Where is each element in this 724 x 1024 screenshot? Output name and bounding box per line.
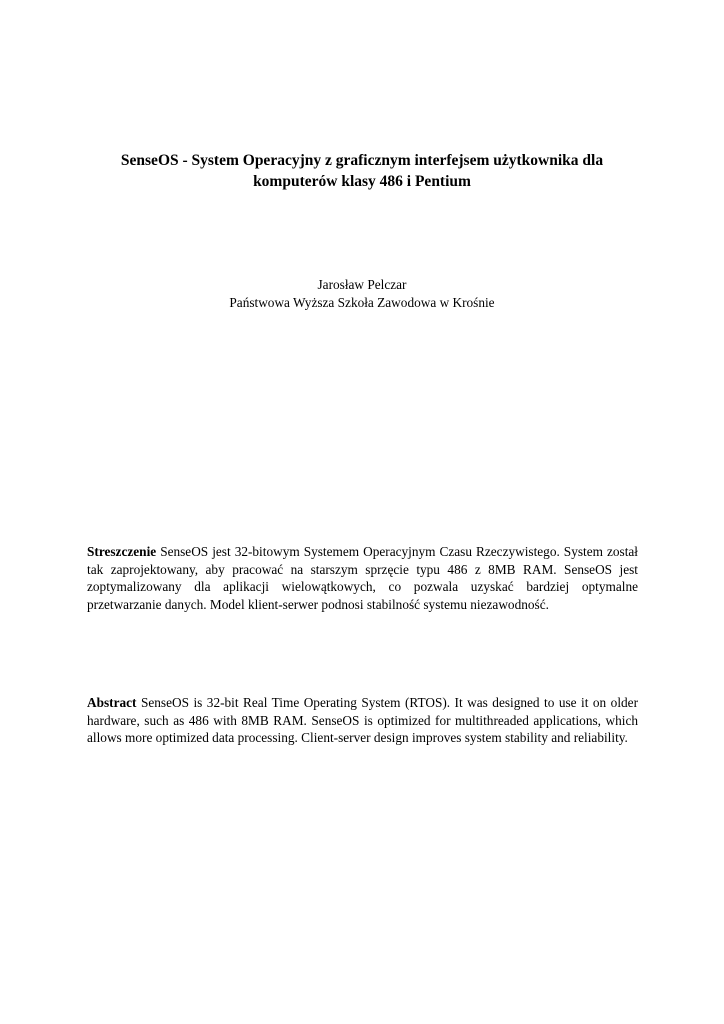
paper-title-line-2: komputerów klasy 486 i Pentium (253, 173, 471, 190)
abstract-polish-text: SenseOS jest 32-bitowym Systemem Operacyjnym Czasu Rzeczywistego. System został tak zaprojektowany, aby pracować na starszym sprzęcie typu 486 z 8MB RAM. SenseOS jest zoptymalizowany dla aplikacji wielowątkowych, co pozwala uzyskać bardziej optymalne przetwarzanie danych. Model klient-serwer podnosi stabilność systemu niezawodność. (87, 544, 638, 612)
author-name: Jarosław Pelczar (317, 277, 407, 292)
abstract-english (87, 694, 638, 747)
paper-title (60, 150, 664, 192)
author-block (60, 276, 664, 311)
author-affiliation: Państwowa Wyższa Szkoła Zawodowa w Krośnie (229, 294, 495, 310)
abstract-polish (87, 543, 638, 613)
abstract-english-label: Abstract (87, 695, 137, 710)
paper-title-line-1: SenseOS - System Operacyjny z graficznym interfejsem użytkownika dla (120, 152, 604, 169)
abstract-polish-label: Streszczenie (87, 544, 157, 559)
abstract-english-text: SenseOS is 32-bit Real Time Operating System (RTOS). It was designed to use it on older hardware, such as 486 with 8MB RAM. SenseOS is optimized for multithreaded applications, which allows more optimized data processing. Client-server design improves system stability and reliability. (87, 695, 638, 745)
